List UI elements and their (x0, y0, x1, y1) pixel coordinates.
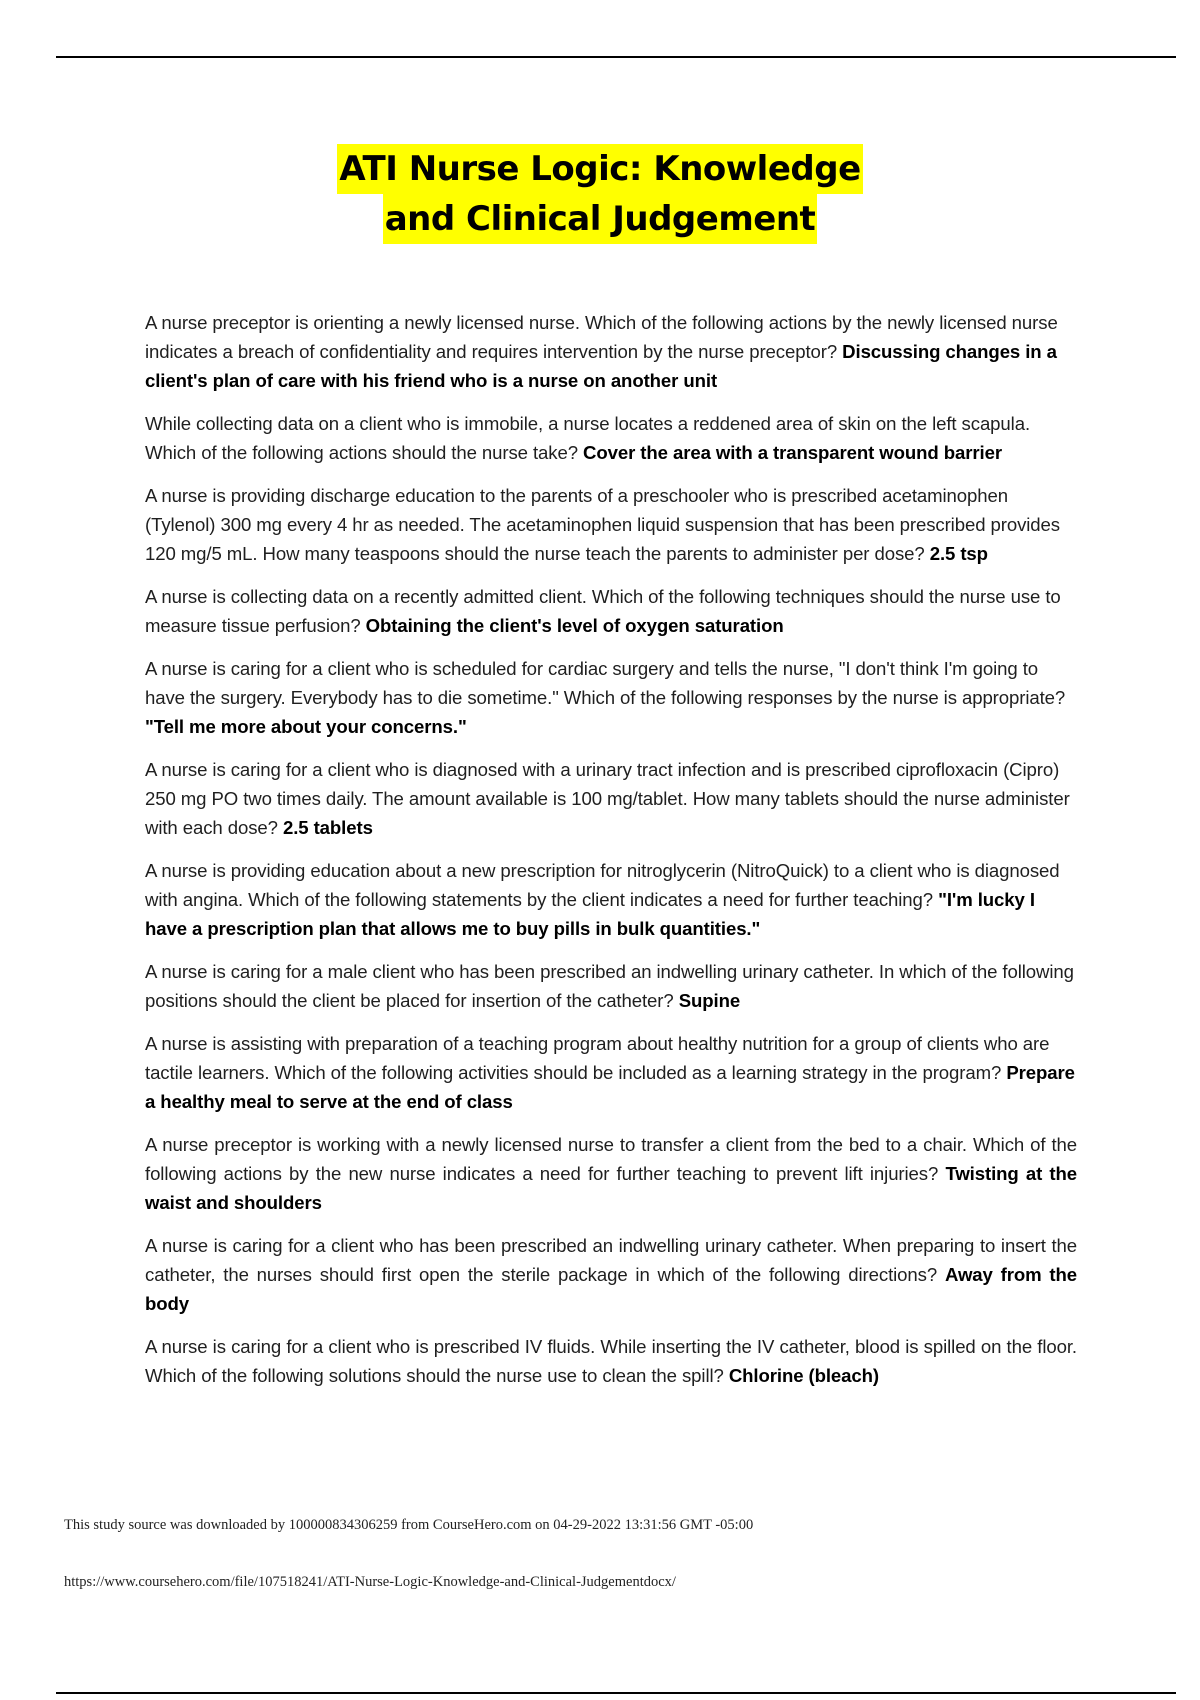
top-rule (56, 56, 1176, 58)
download-source-note: This study source was downloaded by 100000834306259 from CourseHero.com on 04-29-2022 13:31:56 GMT -05:00 (64, 1517, 754, 1533)
qa-item (145, 308, 1077, 395)
answer-text: Supine (678, 990, 741, 1011)
qa-item (145, 409, 1077, 467)
answer-text: Cover the area with a transparent wound barrier (583, 442, 1002, 463)
question-text: A nurse is caring for a client who is scheduled for cardiac surgery and tells the nurse, "I don't think I'm going to have the surgery. Everybody has to die sometime." Which of the following responses by the nurse is appropriate? (145, 658, 1066, 708)
source-url: https://www.coursehero.com/file/107518241/ATI-Nurse-Logic-Knowledge-and-Clinical-Judgementdocx/ (64, 1574, 676, 1590)
question-list (145, 308, 1077, 1404)
answer-text: Discussing changes in a client's plan of care with his friend who is a nurse on another unit (145, 341, 1057, 391)
question-text: A nurse is caring for a client who is prescribed IV fluids. While inserting the IV catheter, blood is spilled on the floor. Which of the following solutions should the nurse use to clean the spill? (145, 1336, 1077, 1386)
answer-text: "I'm lucky I have a prescription plan that allows me to buy pills in bulk quantities." (145, 889, 1035, 939)
answer-text: "Tell me more about your concerns." (145, 716, 467, 737)
answer-text: Prepare a healthy meal to serve at the end of class (145, 1062, 1075, 1112)
question-text: A nurse is providing discharge education to the parents of a preschooler who is prescribed acetaminophen (Tylenol) 300 mg every 4 hr as needed. The acetaminophen liquid suspension that has been prescribed provides 120 mg/5 mL. How many teaspoons should the nurse teach the parents to administer per dose? (145, 485, 1060, 564)
question-text: A nurse is caring for a client who has been prescribed an indwelling urinary catheter. When preparing to insert the catheter, the nurses should first open the sterile package in which of the following directions? (145, 1235, 1077, 1285)
question-text: While collecting data on a client who is immobile, a nurse locates a reddened area of skin on the left scapula. Which of the following actions should the nurse take? (145, 413, 1031, 463)
answer-text: Away from the body (145, 1264, 1077, 1314)
qa-item (145, 654, 1077, 741)
answer-text: 2.5 tsp (929, 543, 988, 564)
question-text: A nurse is providing education about a new prescription for nitroglycerin (NitroQuick) to a client who is diagnosed with angina. Which of the following statements by the client indicates a need for further teaching? (145, 860, 1060, 910)
answer-text: 2.5 tablets (282, 817, 373, 838)
question-text: A nurse preceptor is orienting a newly licensed nurse. Which of the following actions by the newly licensed nurse indicates a breach of confidentiality and requires intervention by the nurse preceptor? (145, 312, 1058, 362)
question-text: A nurse is collecting data on a recently admitted client. Which of the following techniques should the nurse use to measure tissue perfusion? (145, 586, 1061, 636)
qa-item (145, 856, 1077, 943)
answer-text: Obtaining the client's level of oxygen saturation (365, 615, 784, 636)
title-line-2: and Clinical Judgement (383, 194, 818, 244)
qa-item (145, 582, 1077, 640)
question-text: A nurse is caring for a male client who has been prescribed an indwelling urinary catheter. In which of the following positions should the client be placed for insertion of the catheter? (145, 961, 1074, 1011)
qa-item (145, 481, 1077, 568)
qa-item (145, 957, 1077, 1015)
qa-item (145, 1029, 1077, 1116)
bottom-rule (56, 1692, 1176, 1694)
qa-item (145, 1130, 1077, 1217)
qa-item (145, 1332, 1077, 1390)
question-text: A nurse preceptor is working with a newly licensed nurse to transfer a client from the bed to a chair. Which of the following actions by the new nurse indicates a need for further teaching to prevent lift injuries? (145, 1134, 1077, 1184)
qa-item (145, 755, 1077, 842)
answer-text: Twisting at the waist and shoulders (145, 1163, 1077, 1213)
document-title (0, 144, 1200, 244)
answer-text: Chlorine (bleach) (728, 1365, 879, 1386)
title-line-1: ATI Nurse Logic: Knowledge (337, 144, 862, 194)
question-text: A nurse is assisting with preparation of a teaching program about healthy nutrition for a group of clients who are tactile learners. Which of the following activities should be included as a learning strategy in the program? (145, 1033, 1050, 1083)
question-text: A nurse is caring for a client who is diagnosed with a urinary tract infection and is prescribed ciprofloxacin (Cipro) 250 mg PO two times daily. The amount available is 100 mg/tablet. How many tablets should the nurse administer with each dose? (145, 759, 1070, 838)
qa-item (145, 1231, 1077, 1318)
